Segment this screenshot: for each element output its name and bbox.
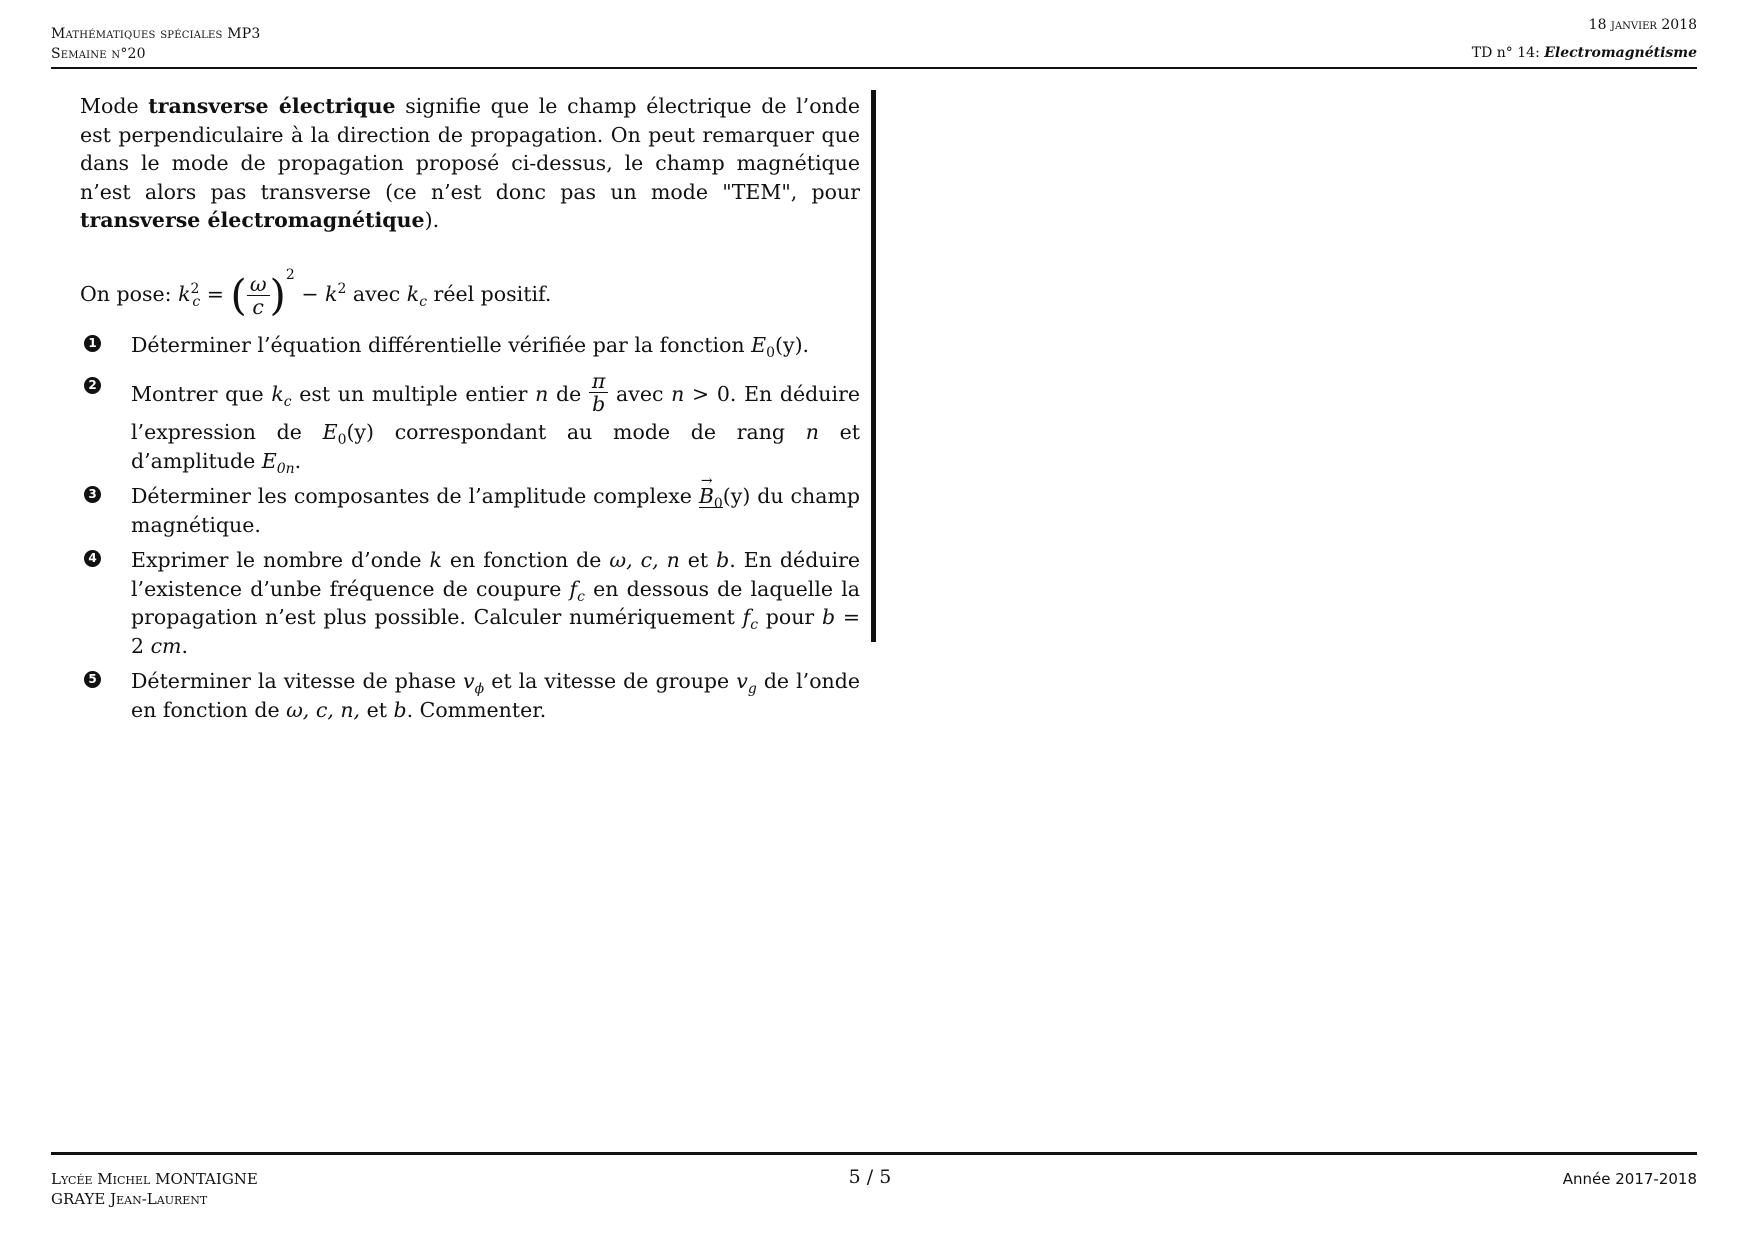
q1-sub: 0 <box>766 344 775 361</box>
q2-math-n: n <box>535 382 549 406</box>
frac-b: b <box>592 392 606 416</box>
q5-text-c: de l’onde en fonction de <box>131 669 860 722</box>
question-number-bullet: 4 <box>84 550 101 567</box>
question-item <box>80 482 860 539</box>
question-number-bullet: 5 <box>84 671 101 688</box>
q4-sub-c2: c <box>750 617 758 634</box>
header-course: Mathématiques spéciales MP3 <box>51 26 261 42</box>
q2-text-b: est un multiple entier <box>291 382 536 406</box>
q4-math-k: k <box>429 548 442 572</box>
paren-open: ( <box>230 270 247 319</box>
q2-text-g: et d’amplitude <box>131 420 860 473</box>
math-sub: c <box>192 293 201 310</box>
math-k-3: k <box>406 281 420 306</box>
q2-text: Montrer que <box>131 382 272 406</box>
q4-text-b: en fonction de <box>441 548 610 572</box>
footer-rule <box>51 1152 1697 1155</box>
intro-bold-1: transverse électrique <box>148 94 396 118</box>
q2-text-d: avec <box>608 382 672 406</box>
question-item <box>80 667 860 724</box>
definition-label: On pose: <box>80 281 179 306</box>
q4-text-g: = 2 <box>131 605 860 658</box>
math-exp: 2 <box>190 280 200 297</box>
q4-math-f: f <box>569 576 578 601</box>
footer-school: Lycée Michel MONTAIGNE <box>51 1170 258 1188</box>
q5-text-b: et la vitesse de groupe <box>484 669 737 693</box>
q1-text-b: (y). <box>774 332 810 357</box>
q5-math-vars: ω, c, n, <box>286 697 361 722</box>
q5-text: Déterminer la vitesse de phase <box>131 669 464 693</box>
pi-over-b <box>589 370 608 415</box>
vector-b <box>698 484 723 513</box>
intro-text-3: ). <box>424 208 440 232</box>
header-td-title <box>1472 45 1697 61</box>
q5-math-v2: v <box>736 669 748 693</box>
definition-formula <box>80 266 552 319</box>
question-item <box>80 331 860 360</box>
question-item <box>80 546 860 660</box>
math-sub-2: c <box>419 293 428 310</box>
q2-text-h: . <box>294 448 302 473</box>
q2-text-e: > 0. En déduire l’expression de <box>131 382 860 444</box>
definition-line <box>80 259 860 317</box>
omega-over-c <box>247 273 270 318</box>
main-column <box>80 92 860 731</box>
q4-text-h: . <box>181 633 189 658</box>
q2-math-k: k <box>271 382 284 406</box>
frac-den: c <box>252 294 264 319</box>
q4-math-b: b <box>716 548 730 572</box>
q4-text-d: . En déduire l’existence d’unbe fréquence de coupure <box>131 548 861 601</box>
q2-sub: c <box>283 394 292 411</box>
q3-math: B <box>698 484 714 508</box>
math-k-2: k <box>325 281 338 306</box>
q2-math-n2: n <box>671 382 685 406</box>
q2-math-e2: E <box>261 448 277 473</box>
intro-text-1: Mode <box>80 94 149 118</box>
q5-math-v: v <box>463 669 475 693</box>
question-item <box>80 369 860 477</box>
intro-paragraph <box>80 92 860 235</box>
q5-text-e: . Commenter. <box>406 697 547 722</box>
math-exp-2: 2 <box>285 266 295 283</box>
header-td-subject: Electromagnétisme <box>1544 45 1697 61</box>
header-date-text: 18 janvier 2018 <box>1588 17 1697 33</box>
q2-text-f: (y) correspondant au mode de rang <box>346 420 806 444</box>
q5-text-d: et <box>360 697 394 722</box>
q4-math-vars: ω, c, n <box>609 548 680 572</box>
header-week: Semaine n°20 <box>51 46 146 62</box>
definition-end: réel positif. <box>427 281 552 306</box>
frac-num: ω <box>247 273 270 296</box>
frac-pi: π <box>589 370 608 393</box>
q4-math-b2: b <box>821 605 836 629</box>
math-k: k <box>178 281 191 306</box>
footer-author: GRAYE Jean-Laurent <box>51 1190 208 1208</box>
q2-sub-g: 0n <box>276 460 295 477</box>
q5-math-b: b <box>393 697 407 722</box>
math-exp-3: 2 <box>337 280 347 297</box>
q2-math-e: E <box>322 420 338 444</box>
question-number-bullet: 1 <box>84 335 101 352</box>
q1-text: Déterminer l’équation différentielle vérifiée par la fonction <box>131 332 752 357</box>
paren-close: ) <box>269 270 286 319</box>
q3-text: Déterminer les composantes de l’amplitude complexe <box>131 484 699 508</box>
math-eq: = <box>200 281 231 306</box>
footer-year: Année 2017-2018 <box>1562 1170 1697 1188</box>
q4-text: Exprimer le nombre d’onde <box>131 548 430 572</box>
definition-text: avec <box>346 281 407 306</box>
q4-math-cm: cm <box>150 633 182 658</box>
question-list <box>80 331 860 725</box>
q4-text-f: pour <box>758 605 822 629</box>
header-td-number: TD n° 14: <box>1471 45 1545 61</box>
question-number-bullet: 3 <box>84 486 101 503</box>
q4-text-c: et <box>679 548 717 572</box>
q2-math-n3: n <box>805 420 819 444</box>
column-rule <box>871 90 876 642</box>
intro-text-2: signifie que le champ électrique de l’onde est perpendiculaire à la direction de propagation. On peut remarquer que dans le mode de propagation proposé ci-dessus, le champ magnétique n’est alors pas transverse (ce n’est donc pas un mode "TEM", pour <box>80 94 860 204</box>
q4-sub-c: c <box>577 588 585 605</box>
intro-bold-2: transverse électromagnétique <box>80 208 425 232</box>
q2-sub-e: 0 <box>337 432 347 449</box>
q3-text-b: (y) du champ magnétique. <box>131 484 861 537</box>
q5-sub-phi: ϕ <box>474 681 485 698</box>
question-number-bullet: 2 <box>84 377 101 394</box>
q1-math: E <box>751 332 767 357</box>
q4-text-e: en dessous de laquelle la propagation n’est plus possible. Calculer numériquement <box>131 576 860 629</box>
page-number: 5 / 5 <box>848 1166 892 1188</box>
page-header <box>51 15 1697 69</box>
q3-sub: 0 <box>713 496 723 513</box>
header-date <box>1589 17 1697 33</box>
q4-math-f2: f <box>742 605 751 629</box>
math-minus: − <box>294 281 326 306</box>
q2-text-c: de <box>548 382 589 406</box>
q5-sub-g: g <box>747 681 757 698</box>
